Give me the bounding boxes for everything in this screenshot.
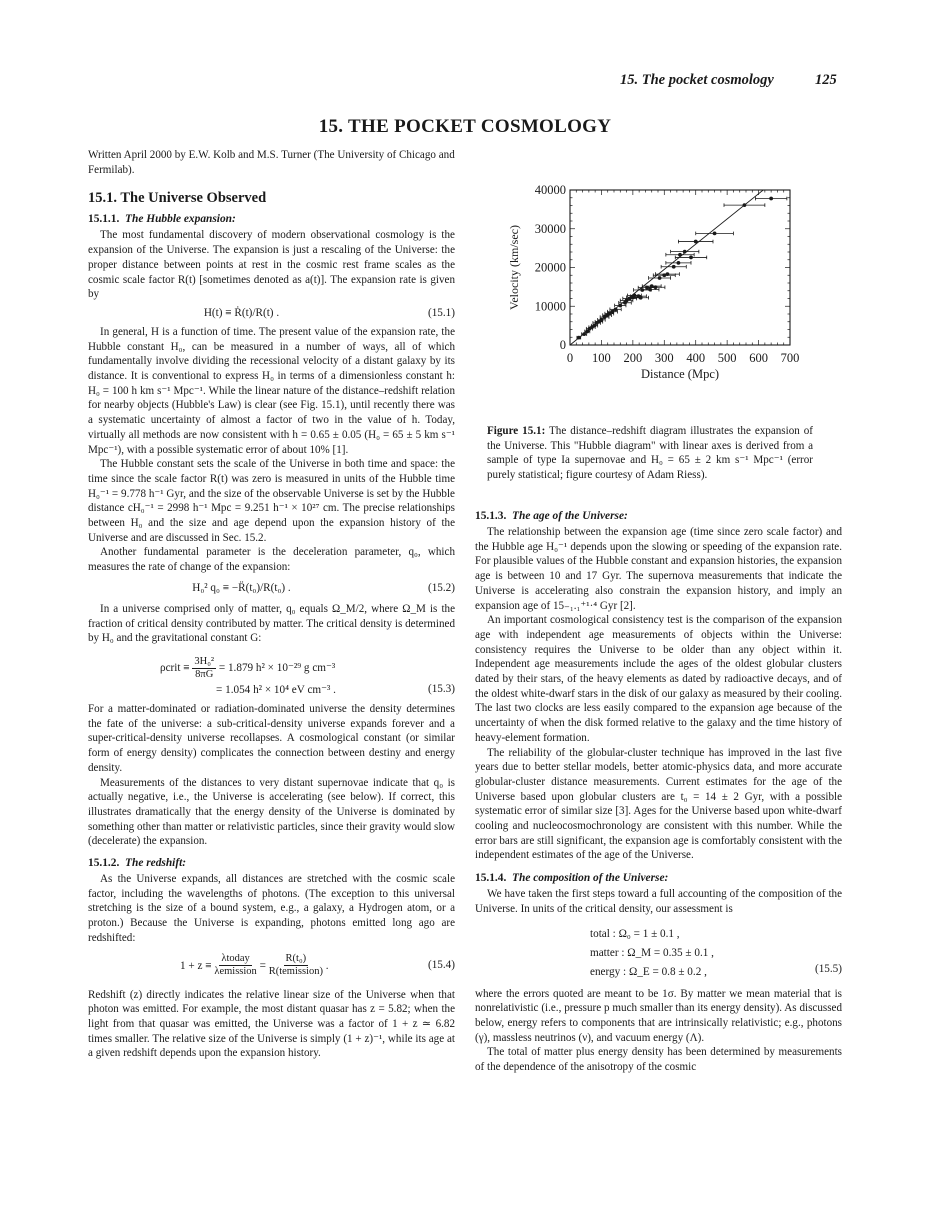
y-tick-label: 10000	[534, 299, 566, 314]
subsection-title: The composition of the Universe:	[512, 872, 669, 885]
equation-15-1	[88, 306, 455, 321]
y-axis-label: Velocity (km/sec)	[507, 225, 521, 310]
subsection-number: 15.1.2.	[88, 857, 120, 870]
subsection-number: 15.1.4.	[475, 872, 507, 885]
fraction-denominator: λemission	[214, 966, 257, 978]
subsection-title: The Hubble expansion:	[125, 213, 236, 226]
paragraph: where the errors quoted are meant to be 1σ. By matter we mean material that is nonrelativistic (i.e., pressure p much smaller than its energy density). As discussed below, energy refers to components that are intrinsically relativistic; e.g., photons (γ), massless neutrinos (ν), and vacuum energy (Λ).	[475, 987, 842, 1044]
subsection-number: 15.1.1.	[88, 213, 120, 226]
data-point	[694, 240, 698, 244]
chapter-title: 15. THE POCKET COSMOLOGY	[318, 116, 612, 137]
equation-15-2	[88, 581, 455, 596]
data-point	[607, 312, 611, 316]
right-column	[475, 510, 842, 1075]
equation-fraction	[214, 953, 256, 978]
figure-caption	[487, 424, 813, 482]
x-tick-label: 100	[592, 351, 611, 365]
subsection-title: The age of the Universe:	[512, 510, 628, 522]
data-point	[677, 261, 681, 265]
caption-text: The distance–redshift diagram illustrates the expansion of the Universe. This "Hubble diagram" with linear axes is derived from a sample of type Ia supernovae and H₀ = 65 ± 2 km s⁻¹ Mpc⁻¹ (error purely statistical; figure courtesy of Adam Riess).	[487, 425, 813, 481]
data-point	[743, 203, 747, 207]
data-point	[577, 336, 581, 340]
x-tick-label: 500	[717, 351, 737, 365]
byline: Written April 2000 by E.W. Kolb and M.S. Turner (The University of Chicago and Fermilab).	[88, 149, 455, 176]
equation-line: energy : Ω_E = 0.8 ± 0.2 ,	[590, 965, 707, 978]
x-tick-label: 400	[686, 351, 706, 365]
subsection-heading-age	[475, 510, 842, 522]
data-point	[689, 256, 693, 260]
fraction-numerator: 3H₀²	[194, 655, 215, 667]
x-tick-label: 300	[654, 351, 674, 365]
data-point	[648, 288, 652, 292]
subsection-heading-redshift	[88, 857, 455, 869]
subsection-number: 15.1.3.	[475, 510, 507, 522]
data-point	[658, 276, 662, 280]
equation-number: (15.4)	[427, 958, 455, 971]
data-point	[614, 307, 618, 311]
y-tick-label: 40000	[534, 183, 566, 197]
paragraph: The reliability of the globular-cluster technique has improved in the last five years due to better stellar models, better atomic-physics data, and more accurate globular-cluster distance measurements. Current estimates for the age of the Universe based upon globular clusters are t₀ = 14 ± 2 Gyr, with a possible systematic error of similar size [3]. Ages for the Universe based upon white-dwarf cooling and nucleocosmochronology are consistent with this number. While the error bars are still significant, the expansion age is comfortably consistent with the independent estimates of the age of the Universe.	[475, 746, 842, 862]
figure-15-1	[500, 178, 810, 398]
paragraph: The total of matter plus energy density has been determined by measurements of the dependence of the anisotropy of the cosmic	[475, 1046, 842, 1074]
paragraph: An important cosmological consistency test is the comparison of the expansion age with independent age measurements of objects within the Universe: consistency requires the Universe to be older than any object within it. Independent age measurements include the ages of the oldest globular clusters dated by their stars, of the heavy elements as dated by radioactive decays, and of the oldest white-dwarf stars in the disk of our galaxy as measured by their cooling. The last two clocks are less easily compared to the expansion age because of the uncertainty of when the disk formed relative to the galaxy and the time history of heavy-element formation.	[475, 614, 842, 744]
fraction-numerator: R(t₀)	[285, 953, 307, 965]
equation-end: .	[325, 959, 329, 972]
paragraph: For a matter-dominated or radiation-dominated universe the density determines the fate of the universe: a sub-critical-density universe expands forever and a super-critical-density universe recollapses. A cosmological constant (or similar form of energy density) complicates the connection between destiny and energy density.	[88, 702, 455, 774]
y-tick-label: 20000	[534, 260, 566, 275]
fraction-denominator: 8πG	[195, 668, 214, 680]
data-point	[672, 265, 676, 269]
equation-rhs: = 1.879 h² × 10⁻²⁹ g cm⁻³	[218, 661, 336, 674]
data-point	[666, 272, 670, 276]
data-point	[654, 285, 658, 289]
equation-15-4	[88, 948, 455, 986]
fraction-denominator: R(temission)	[268, 966, 323, 978]
equation-15-3	[88, 650, 455, 700]
running-title: 15. The pocket cosmology	[620, 72, 774, 88]
page-number: 125	[815, 72, 837, 88]
equation-lhs: ρcrit ≡	[160, 661, 190, 674]
data-point	[683, 250, 687, 254]
fraction-numerator: λtoday	[221, 953, 250, 965]
paragraph: The Hubble constant sets the scale of the Universe in both time and space: the time since the scale factor R(t) was zero is measured in units of the Hubble time H₀⁻¹ = 9.778 h⁻¹ Gyr, and the size of the observable Universe is set by the Hubble distance cH₀⁻¹ = 2998 h⁻¹ Mpc = 9.251 h⁻¹ × 10²⁷ cm. The precise relationships between H₀ and the size and age depend upon the expansion history of the Universe and are discussed in Sec. 15.2.	[88, 458, 455, 544]
subsection-heading-hubble	[88, 213, 455, 225]
x-tick-label: 0	[566, 351, 574, 365]
paragraph: The most fundamental discovery of modern observational cosmology is the expansion of the Universe. The expansion is just a rescaling of the Universe: the proper distance between points at rest in the cosmic rest frame scales as the cosmic scale factor R(t) [sometimes denoted as a(t)]. The expansion rate is given by	[88, 229, 455, 301]
caption-label: Figure 15.1:	[487, 425, 546, 437]
x-tick-label: 700	[780, 351, 800, 365]
equation-lhs: 1 + z ≡	[180, 959, 212, 972]
equation-line: total : Ω₀ = 1 ± 0.1 ,	[590, 927, 680, 940]
paragraph: The relationship between the expansion age (time since zero scale factor) and the Hubble age H₀⁻¹ depends upon the slowing or speeding of the expansion rate. For plausible values of the Hubble constant and expansion histories, the expansion age is between 10 and 17 Gyr. The supernova measurements that indicate the Universe is accelerating also constrain the expansion history, and imply an expansion age of 15₋₁.₁⁺¹·⁴ Gyr [2].	[475, 526, 842, 612]
paragraph: Measurements of the distances to very distant supernovae indicate that q₀ is actually negative, i.e., the Universe is accelerating (see below). If correct, this illustrates dramatically that the energy density of the Universe is dominated by something other than matter or relativistic particles, since their gravity would slow (decelerate) the expansion.	[88, 776, 455, 848]
y-tick-label: 0	[559, 338, 566, 352]
paragraph: As the Universe expands, all distances are stretched with the cosmic scale factor, including the wavelengths of photons. (The exception to this universal stretching is the size of a bound system, e.g., a galaxy, a Hydrogen atom, or a proton.) Because the Universe is expanding, photons emitted long ago are redshifted:	[88, 873, 455, 944]
paragraph: In a universe comprised only of matter, q₀ equals Ω_M/2, where Ω_M is the fraction of critical density contributed by matter. The critical density is determined by H₀ and the gravitational constant G:	[88, 602, 455, 645]
data-point	[713, 232, 717, 236]
equation-number: (15.1)	[427, 306, 455, 319]
equation-line: matter : Ω_M = 0.35 ± 0.1 ,	[590, 946, 714, 959]
paragraph: Another fundamental parameter is the deceleration parameter, q₀, which measures the rate of change of the expansion:	[88, 546, 455, 574]
x-axis-label: Distance (Mpc)	[640, 367, 720, 381]
equation-body: H₀² q₀ ≡ −R̈(t₀)/R(t₀) .	[192, 581, 291, 594]
x-tick-label: 600	[749, 351, 768, 365]
subsection-heading-composition	[475, 872, 842, 884]
equation-equals: =	[259, 959, 266, 972]
paragraph: We have taken the first steps toward a full accounting of the composition of the Universe. In units of the critical density, our assessment is	[475, 888, 842, 915]
equation-number: (15.3)	[427, 682, 455, 695]
equation-fraction	[192, 656, 216, 681]
equation-rhs-line2: = 1.054 h² × 10⁴ eV cm⁻³ .	[216, 683, 336, 696]
equation-number: (15.5)	[814, 962, 842, 975]
data-point	[639, 296, 643, 300]
paragraph: In general, H is a function of time. The present value of the expansion rate, the Hubble constant H₀, can be measured in a number of ways, all of which fundamentally involve dividing the recessional velocity of a distant galaxy by its distance. It is conventional to express H₀ in terms of a dimensionless constant h: H₀ = 100 h km s⁻¹ Mpc⁻¹. While the linear nature of the distance–redshift relation for nearby objects (Hubble's Law) is clear (see Fig. 15.1), until recently there was a systematic uncertainty of almost a factor of two in the value of h. Today, virtually all methods are now consistent with h = 0.65 ± 0.05 (H₀ = 65 ± 5 km s⁻¹ Mpc⁻¹), with a possible systematic error of about 10% [1].	[88, 325, 455, 456]
left-column	[88, 148, 455, 1061]
subsection-title: The redshift:	[125, 857, 187, 870]
data-point	[769, 197, 773, 201]
paragraph: Redshift (z) directly indicates the relative linear size of the Universe when that photon was emitted. For example, the most distant quasar has z = 5.82; when the light from that quasar was emitted, the Universe was a factor of 1 + z ≃ 6.82 times smaller. The relative size of the Universe is simply (1 + z)⁻¹, while its age at a given redshift depends upon the expansion history.	[88, 988, 455, 1060]
hubble-diagram-chart	[500, 178, 810, 398]
x-tick-label: 200	[623, 351, 643, 365]
data-point	[611, 310, 615, 314]
caption-paragraph	[487, 424, 813, 482]
equation-15-5	[475, 923, 842, 983]
section-heading: 15.1. The Universe Observed	[88, 190, 267, 207]
y-tick-label: 30000	[534, 221, 566, 236]
equation-body: H(t) ≡ Ṙ(t)/R(t) .	[203, 306, 280, 319]
data-point	[582, 332, 586, 336]
equation-fraction	[269, 953, 323, 978]
equation-number: (15.2)	[427, 581, 455, 594]
data-point	[678, 253, 682, 257]
